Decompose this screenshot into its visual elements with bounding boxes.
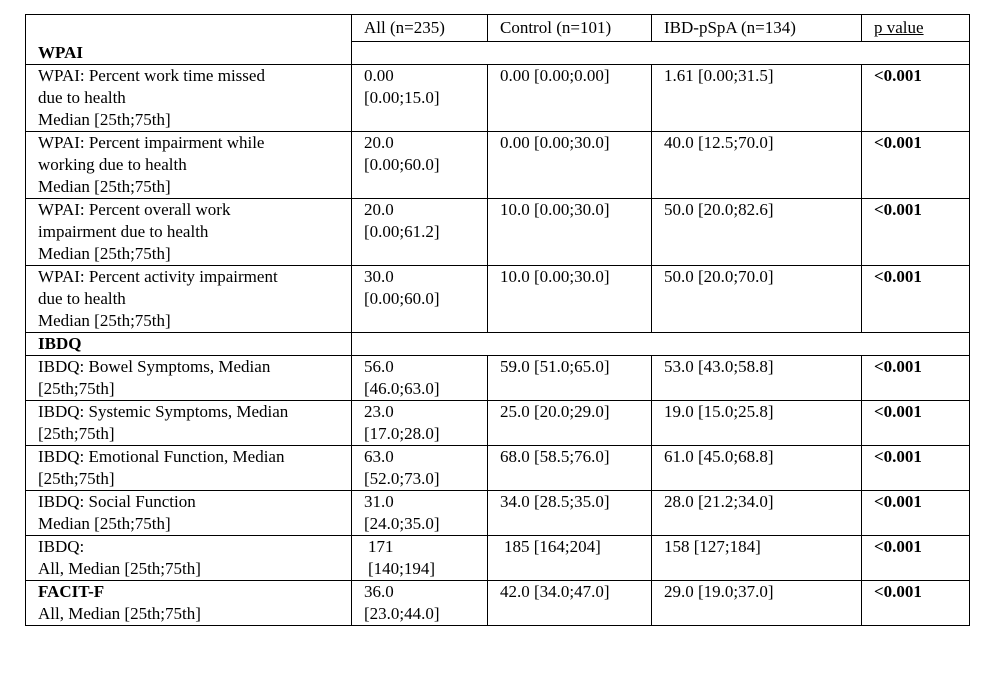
row-label-line: [25th;75th]	[38, 424, 115, 443]
table-row	[26, 266, 970, 333]
cell-p-value: <0.001	[862, 199, 970, 266]
cell-control: 10.0 [0.00;30.0]	[488, 199, 652, 266]
row-label	[26, 356, 352, 401]
cell-p-value: <0.001	[862, 536, 970, 581]
cell-p-value: <0.001	[862, 266, 970, 333]
cell-ibd-pspa: 53.0 [43.0;58.8]	[652, 356, 862, 401]
row-label-line: due to health	[38, 88, 126, 107]
row-label-line: Median [25th;75th]	[38, 177, 171, 196]
section-title-ibdq: IBDQ	[26, 333, 352, 356]
section-row-ibdq	[26, 333, 970, 356]
row-label-line: WPAI: Percent impairment while	[38, 133, 265, 152]
cell-control: 10.0 [0.00;30.0]	[488, 266, 652, 333]
cell-all-median: 23.0	[364, 402, 394, 421]
row-label	[26, 581, 352, 626]
cell-all	[352, 491, 488, 536]
cell-ibd-pspa: 29.0 [19.0;37.0]	[652, 581, 862, 626]
cell-control: 34.0 [28.5;35.0]	[488, 491, 652, 536]
row-label-line: Median [25th;75th]	[38, 110, 171, 129]
row-label	[26, 491, 352, 536]
cell-all-iqr: [0.00;60.0]	[364, 289, 440, 308]
cell-control: 0.00 [0.00;0.00]	[488, 65, 652, 132]
table-row	[26, 581, 970, 626]
row-label-line: WPAI: Percent work time missed	[38, 66, 265, 85]
cell-all	[352, 132, 488, 199]
row-label-line: FACIT-F	[38, 582, 105, 601]
cell-all-median: 0.00	[364, 66, 394, 85]
cell-p-value: <0.001	[862, 581, 970, 626]
row-label	[26, 266, 352, 333]
cell-ibd-pspa: 40.0 [12.5;70.0]	[652, 132, 862, 199]
header-control: Control (n=101)	[488, 15, 652, 42]
table-row	[26, 356, 970, 401]
cell-all	[352, 401, 488, 446]
row-label-line: IBDQ:	[38, 537, 85, 556]
row-label-line: All, Median [25th;75th]	[38, 559, 201, 578]
row-label-line: [25th;75th]	[38, 469, 115, 488]
row-label-line: All, Median [25th;75th]	[38, 604, 201, 623]
results-table	[25, 14, 970, 626]
row-label-line: working due to health	[38, 155, 187, 174]
cell-p-value: <0.001	[862, 65, 970, 132]
cell-control: 68.0 [58.5;76.0]	[488, 446, 652, 491]
table-row	[26, 536, 970, 581]
header-ibd-pspa: IBD-pSpA (n=134)	[652, 15, 862, 42]
row-label-line: due to health	[38, 289, 126, 308]
section-spacer	[352, 333, 970, 356]
row-label	[26, 446, 352, 491]
table-row	[26, 199, 970, 266]
row-label-line: Median [25th;75th]	[38, 514, 171, 533]
cell-ibd-pspa: 50.0 [20.0;70.0]	[652, 266, 862, 333]
cell-control: 25.0 [20.0;29.0]	[488, 401, 652, 446]
cell-all	[352, 356, 488, 401]
section-row-wpai	[26, 42, 970, 65]
row-label	[26, 132, 352, 199]
row-label-line: WPAI: Percent activity impairment	[38, 267, 278, 286]
cell-all	[352, 266, 488, 333]
table-row	[26, 132, 970, 199]
cell-ibd-pspa: 50.0 [20.0;82.6]	[652, 199, 862, 266]
cell-control: 185 [164;204]	[488, 536, 652, 581]
cell-all-median: 30.0	[364, 267, 394, 286]
section-spacer	[352, 42, 970, 65]
cell-all-iqr: [23.0;44.0]	[364, 604, 440, 623]
header-p-value: p value	[862, 15, 970, 42]
table-row	[26, 401, 970, 446]
row-label	[26, 536, 352, 581]
row-label-line: IBDQ: Social Function	[38, 492, 196, 511]
results-table-page	[25, 14, 969, 626]
row-label-line: WPAI: Percent overall work	[38, 200, 231, 219]
row-label-line: IBDQ: Systemic Symptoms, Median	[38, 402, 289, 421]
cell-ibd-pspa: 158 [127;184]	[652, 536, 862, 581]
cell-all	[352, 65, 488, 132]
header-row	[26, 15, 970, 42]
row-label-line: [25th;75th]	[38, 379, 115, 398]
cell-all-median: 20.0	[364, 200, 394, 219]
section-title-wpai: WPAI	[26, 42, 352, 65]
cell-all	[352, 581, 488, 626]
header-all: All (n=235)	[352, 15, 488, 42]
cell-all	[352, 199, 488, 266]
cell-all-iqr: [17.0;28.0]	[364, 424, 440, 443]
cell-all-iqr: [0.00;15.0]	[364, 88, 440, 107]
cell-all-iqr: [0.00;60.0]	[364, 155, 440, 174]
row-label-line: impairment due to health	[38, 222, 209, 241]
cell-ibd-pspa: 19.0 [15.0;25.8]	[652, 401, 862, 446]
cell-ibd-pspa: 1.61 [0.00;31.5]	[652, 65, 862, 132]
row-label	[26, 199, 352, 266]
cell-p-value: <0.001	[862, 446, 970, 491]
cell-all-median: 63.0	[364, 447, 394, 466]
header-variable	[26, 15, 352, 42]
cell-p-value: <0.001	[862, 356, 970, 401]
cell-all-iqr: [140;194]	[368, 559, 436, 578]
cell-all-median: 31.0	[364, 492, 394, 511]
cell-p-value: <0.001	[862, 401, 970, 446]
cell-all	[352, 446, 488, 491]
row-label-line: Median [25th;75th]	[38, 244, 171, 263]
table-row	[26, 446, 970, 491]
cell-all-iqr: [52.0;73.0]	[364, 469, 440, 488]
table-row	[26, 491, 970, 536]
cell-all-iqr: [0.00;61.2]	[364, 222, 440, 241]
cell-all-iqr: [46.0;63.0]	[364, 379, 440, 398]
cell-control: 59.0 [51.0;65.0]	[488, 356, 652, 401]
cell-control: 0.00 [0.00;30.0]	[488, 132, 652, 199]
row-label-line: IBDQ: Emotional Function, Median	[38, 447, 285, 466]
cell-ibd-pspa: 61.0 [45.0;68.8]	[652, 446, 862, 491]
cell-all-median: 171	[368, 537, 394, 556]
cell-p-value: <0.001	[862, 132, 970, 199]
table-row	[26, 65, 970, 132]
row-label-line: IBDQ: Bowel Symptoms, Median	[38, 357, 271, 376]
cell-control: 42.0 [34.0;47.0]	[488, 581, 652, 626]
cell-all-median: 20.0	[364, 133, 394, 152]
cell-all-median: 56.0	[364, 357, 394, 376]
cell-all-iqr: [24.0;35.0]	[364, 514, 440, 533]
cell-all	[352, 536, 488, 581]
row-label	[26, 401, 352, 446]
cell-all-median: 36.0	[364, 582, 394, 601]
row-label	[26, 65, 352, 132]
cell-p-value: <0.001	[862, 491, 970, 536]
cell-ibd-pspa: 28.0 [21.2;34.0]	[652, 491, 862, 536]
row-label-line: Median [25th;75th]	[38, 311, 171, 330]
